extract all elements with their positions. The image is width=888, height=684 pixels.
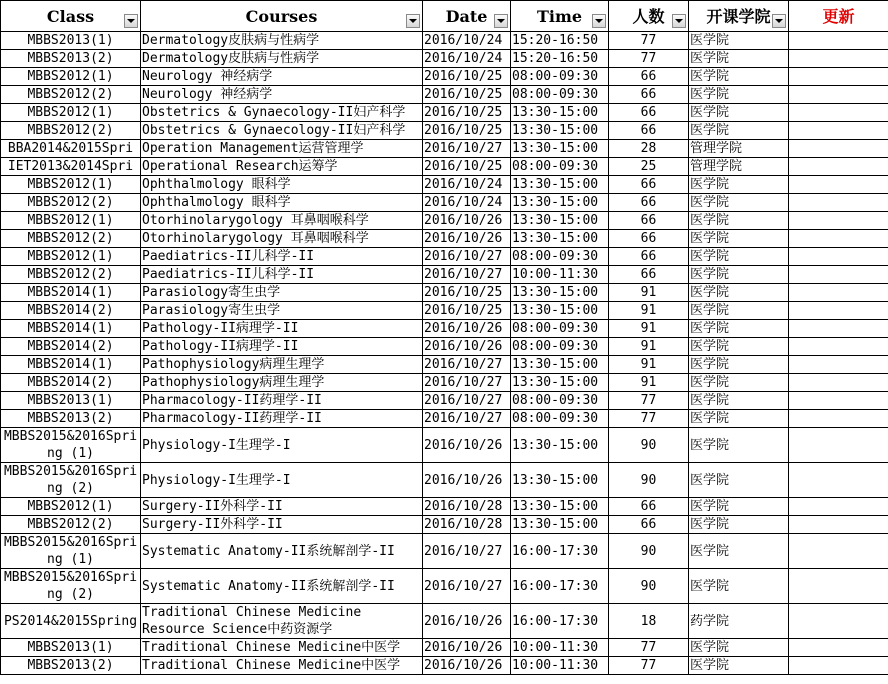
filter-dropdown-icon[interactable]: [124, 14, 138, 28]
cell-time[interactable]: 13:30-15:00: [511, 516, 609, 534]
cell-time[interactable]: 13:30-15:00: [511, 428, 609, 463]
cell-time[interactable]: 08:00-09:30: [511, 320, 609, 338]
cell-date[interactable]: 2016/10/27: [423, 356, 511, 374]
cell-college[interactable]: 医学院: [689, 230, 789, 248]
cell-time[interactable]: 16:00-17:30: [511, 604, 609, 639]
cell-date[interactable]: 2016/10/25: [423, 302, 511, 320]
cell-time[interactable]: 13:30-15:00: [511, 122, 609, 140]
cell-count[interactable]: 66: [609, 86, 689, 104]
cell-time[interactable]: 08:00-09:30: [511, 392, 609, 410]
cell-course[interactable]: Paediatrics-II儿科学-II: [141, 266, 423, 284]
cell-course[interactable]: Traditional Chinese Medicine Resource Science中药资源学: [141, 604, 423, 639]
cell-college[interactable]: 医学院: [689, 104, 789, 122]
cell-class[interactable]: MBBS2014(1): [1, 284, 141, 302]
cell-count[interactable]: 66: [609, 266, 689, 284]
cell-time[interactable]: 15:20-16:50: [511, 50, 609, 68]
cell-college[interactable]: 医学院: [689, 32, 789, 50]
cell-class[interactable]: MBBS2014(2): [1, 302, 141, 320]
table-row: [1, 516, 888, 534]
cell-class[interactable]: MBBS2013(1): [1, 32, 141, 50]
cell-college[interactable]: 医学院: [689, 320, 789, 338]
filter-dropdown-icon[interactable]: [772, 14, 786, 28]
cell-count[interactable]: 66: [609, 498, 689, 516]
cell-college[interactable]: 医学院: [689, 86, 789, 104]
cell-update[interactable]: [789, 194, 888, 212]
cell-count[interactable]: 90: [609, 463, 689, 498]
table-row: [1, 194, 888, 212]
filter-dropdown-icon[interactable]: [494, 14, 508, 28]
cell-college[interactable]: 医学院: [689, 284, 789, 302]
table-row: [1, 639, 888, 657]
header-update-label: 更新: [822, 6, 855, 26]
cell-course[interactable]: Physiology-I生理学-I: [141, 463, 423, 498]
cell-count[interactable]: 25: [609, 158, 689, 176]
cell-time[interactable]: 13:30-15:00: [511, 356, 609, 374]
cell-date[interactable]: 2016/10/27: [423, 410, 511, 428]
cell-count[interactable]: 91: [609, 302, 689, 320]
cell-course[interactable]: Operational Research运筹学: [141, 158, 423, 176]
cell-class[interactable]: MBBS2013(2): [1, 50, 141, 68]
cell-count[interactable]: 77: [609, 392, 689, 410]
cell-update[interactable]: [789, 158, 888, 176]
cell-college[interactable]: 管理学院: [689, 140, 789, 158]
cell-course[interactable]: Pathology-II病理学-II: [141, 338, 423, 356]
cell-date[interactable]: 2016/10/28: [423, 516, 511, 534]
cell-update[interactable]: [789, 302, 888, 320]
table-row: [1, 410, 888, 428]
cell-date[interactable]: 2016/10/25: [423, 284, 511, 302]
table-row: [1, 176, 888, 194]
cell-class[interactable]: MBBS2012(2): [1, 230, 141, 248]
cell-class[interactable]: MBBS2012(1): [1, 176, 141, 194]
cell-update[interactable]: [789, 32, 888, 50]
table-row: [1, 657, 888, 675]
table-row: [1, 338, 888, 356]
cell-date[interactable]: 2016/10/25: [423, 104, 511, 122]
cell-date[interactable]: 2016/10/24: [423, 176, 511, 194]
cell-time[interactable]: 08:00-09:30: [511, 86, 609, 104]
cell-course[interactable]: Obstetrics & Gynaecology-II妇产科学: [141, 122, 423, 140]
cell-time[interactable]: 16:00-17:30: [511, 534, 609, 569]
table-row: [1, 428, 888, 463]
cell-course[interactable]: Surgery-II外科学-II: [141, 498, 423, 516]
cell-date[interactable]: 2016/10/24: [423, 50, 511, 68]
cell-college[interactable]: 药学院: [689, 604, 789, 639]
cell-update[interactable]: [789, 284, 888, 302]
table-row: [1, 302, 888, 320]
cell-course[interactable]: Systematic Anatomy-II系统解剖学-II: [141, 569, 423, 604]
table-row: [1, 104, 888, 122]
cell-update[interactable]: [789, 498, 888, 516]
cell-count[interactable]: 90: [609, 428, 689, 463]
cell-course[interactable]: Ophthalmology 眼科学: [141, 176, 423, 194]
cell-class[interactable]: MBBS2015&2016Spring (1): [1, 428, 141, 463]
cell-course[interactable]: Parasiology寄生虫学: [141, 284, 423, 302]
cell-update[interactable]: [789, 463, 888, 498]
cell-count[interactable]: 66: [609, 68, 689, 86]
cell-college[interactable]: 医学院: [689, 534, 789, 569]
cell-college[interactable]: 医学院: [689, 569, 789, 604]
cell-college[interactable]: 医学院: [689, 516, 789, 534]
cell-date[interactable]: 2016/10/28: [423, 498, 511, 516]
cell-update[interactable]: [789, 230, 888, 248]
cell-time[interactable]: 13:30-15:00: [511, 498, 609, 516]
cell-date[interactable]: 2016/10/26: [423, 604, 511, 639]
cell-class[interactable]: MBBS2012(2): [1, 266, 141, 284]
cell-class[interactable]: MBBS2015&2016Spring (2): [1, 569, 141, 604]
cell-count[interactable]: 66: [609, 230, 689, 248]
cell-class[interactable]: MBBS2012(2): [1, 516, 141, 534]
header-time: [511, 1, 609, 32]
table-row: [1, 122, 888, 140]
cell-class[interactable]: MBBS2014(2): [1, 338, 141, 356]
cell-time[interactable]: 13:30-15:00: [511, 194, 609, 212]
cell-date[interactable]: 2016/10/26: [423, 657, 511, 675]
cell-date[interactable]: 2016/10/26: [423, 428, 511, 463]
cell-update[interactable]: [789, 392, 888, 410]
cell-update[interactable]: [789, 176, 888, 194]
cell-update[interactable]: [789, 266, 888, 284]
table-body: [1, 32, 888, 675]
header-count-label: 人数: [632, 6, 665, 26]
cell-time[interactable]: 10:00-11:30: [511, 639, 609, 657]
cell-update[interactable]: [789, 338, 888, 356]
cell-count[interactable]: 91: [609, 374, 689, 392]
cell-count[interactable]: 91: [609, 320, 689, 338]
cell-course[interactable]: Ophthalmology 眼科学: [141, 194, 423, 212]
table-row: [1, 248, 888, 266]
cell-class[interactable]: MBBS2015&2016Spring (1): [1, 534, 141, 569]
cell-count[interactable]: 77: [609, 639, 689, 657]
cell-course[interactable]: Otorhinolarygology 耳鼻咽喉科学: [141, 230, 423, 248]
cell-count[interactable]: 66: [609, 176, 689, 194]
cell-class[interactable]: MBBS2013(1): [1, 639, 141, 657]
cell-course[interactable]: Systematic Anatomy-II系统解剖学-II: [141, 534, 423, 569]
table-row: [1, 140, 888, 158]
cell-class[interactable]: IET2013&2014Spri: [1, 158, 141, 176]
cell-date[interactable]: 2016/10/27: [423, 266, 511, 284]
cell-update[interactable]: [789, 428, 888, 463]
cell-college[interactable]: 医学院: [689, 266, 789, 284]
table-row: [1, 50, 888, 68]
cell-course[interactable]: Parasiology寄生虫学: [141, 302, 423, 320]
cell-date[interactable]: 2016/10/25: [423, 68, 511, 86]
header-count: [609, 1, 689, 32]
cell-date[interactable]: 2016/10/25: [423, 122, 511, 140]
table-row: [1, 374, 888, 392]
cell-update[interactable]: [789, 657, 888, 675]
cell-class[interactable]: MBBS2014(1): [1, 320, 141, 338]
cell-time[interactable]: 13:30-15:00: [511, 284, 609, 302]
cell-course[interactable]: Surgery-II外科学-II: [141, 516, 423, 534]
cell-time[interactable]: 08:00-09:30: [511, 338, 609, 356]
cell-count[interactable]: 77: [609, 50, 689, 68]
header-class: [1, 1, 141, 32]
cell-date[interactable]: 2016/10/26: [423, 338, 511, 356]
cell-course[interactable]: Traditional Chinese Medicine中医学: [141, 639, 423, 657]
cell-count[interactable]: 66: [609, 212, 689, 230]
header-update: [789, 1, 888, 32]
cell-update[interactable]: [789, 534, 888, 569]
cell-date[interactable]: 2016/10/27: [423, 374, 511, 392]
cell-time[interactable]: 13:30-15:00: [511, 230, 609, 248]
cell-class[interactable]: MBBS2013(1): [1, 392, 141, 410]
cell-update[interactable]: [789, 639, 888, 657]
cell-college[interactable]: 医学院: [689, 68, 789, 86]
cell-course[interactable]: Paediatrics-II儿科学-II: [141, 248, 423, 266]
cell-count[interactable]: 91: [609, 284, 689, 302]
cell-class[interactable]: MBBS2013(2): [1, 410, 141, 428]
cell-course[interactable]: Traditional Chinese Medicine中医学: [141, 657, 423, 675]
cell-count[interactable]: 77: [609, 410, 689, 428]
cell-course[interactable]: Pharmacology-II药理学-II: [141, 392, 423, 410]
table-row: [1, 266, 888, 284]
cell-update[interactable]: [789, 604, 888, 639]
cell-college[interactable]: 医学院: [689, 639, 789, 657]
cell-update[interactable]: [789, 516, 888, 534]
cell-date[interactable]: 2016/10/26: [423, 212, 511, 230]
table-row: [1, 498, 888, 516]
cell-date[interactable]: 2016/10/27: [423, 569, 511, 604]
table-row: [1, 463, 888, 498]
cell-count[interactable]: 66: [609, 516, 689, 534]
cell-college[interactable]: 医学院: [689, 428, 789, 463]
cell-class[interactable]: MBBS2014(1): [1, 356, 141, 374]
cell-time[interactable]: 08:00-09:30: [511, 158, 609, 176]
cell-count[interactable]: 18: [609, 604, 689, 639]
cell-update[interactable]: [789, 104, 888, 122]
cell-update[interactable]: [789, 248, 888, 266]
cell-college[interactable]: 医学院: [689, 212, 789, 230]
cell-count[interactable]: 77: [609, 657, 689, 675]
header-college: [689, 1, 789, 32]
header-courses-label: Courses: [245, 6, 318, 26]
cell-time[interactable]: 16:00-17:30: [511, 569, 609, 604]
cell-course[interactable]: Dermatology皮肤病与性病学: [141, 32, 423, 50]
cell-time[interactable]: 08:00-09:30: [511, 248, 609, 266]
cell-college[interactable]: 医学院: [689, 374, 789, 392]
cell-college[interactable]: 医学院: [689, 50, 789, 68]
table-row: [1, 392, 888, 410]
table-row: [1, 604, 888, 639]
cell-count[interactable]: 91: [609, 338, 689, 356]
cell-college[interactable]: 医学院: [689, 657, 789, 675]
cell-time[interactable]: 10:00-11:30: [511, 657, 609, 675]
cell-college[interactable]: 医学院: [689, 498, 789, 516]
cell-time[interactable]: 08:00-09:30: [511, 68, 609, 86]
cell-update[interactable]: [789, 122, 888, 140]
cell-college[interactable]: 管理学院: [689, 158, 789, 176]
cell-course[interactable]: Dermatology皮肤病与性病学: [141, 50, 423, 68]
cell-course[interactable]: Physiology-I生理学-I: [141, 428, 423, 463]
cell-class[interactable]: MBBS2014(2): [1, 374, 141, 392]
cell-update[interactable]: [789, 410, 888, 428]
cell-class[interactable]: MBBS2012(2): [1, 194, 141, 212]
cell-time[interactable]: 13:30-15:00: [511, 176, 609, 194]
cell-date[interactable]: 2016/10/26: [423, 230, 511, 248]
cell-time[interactable]: 08:00-09:30: [511, 410, 609, 428]
cell-course[interactable]: Pathophysiology病理生理学: [141, 356, 423, 374]
cell-date[interactable]: 2016/10/27: [423, 248, 511, 266]
cell-time[interactable]: 13:30-15:00: [511, 374, 609, 392]
cell-update[interactable]: [789, 569, 888, 604]
cell-college[interactable]: 医学院: [689, 194, 789, 212]
cell-update[interactable]: [789, 356, 888, 374]
cell-count[interactable]: 90: [609, 569, 689, 604]
cell-date[interactable]: 2016/10/26: [423, 463, 511, 498]
cell-update[interactable]: [789, 50, 888, 68]
cell-update[interactable]: [789, 86, 888, 104]
cell-date[interactable]: 2016/10/24: [423, 32, 511, 50]
cell-college[interactable]: 医学院: [689, 338, 789, 356]
cell-time[interactable]: 13:30-15:00: [511, 140, 609, 158]
cell-count[interactable]: 66: [609, 104, 689, 122]
table-row: [1, 68, 888, 86]
header-time-label: Time: [536, 6, 583, 26]
cell-class[interactable]: MBBS2012(1): [1, 498, 141, 516]
cell-date[interactable]: 2016/10/27: [423, 392, 511, 410]
filter-dropdown-icon[interactable]: [406, 14, 420, 28]
header-date-label: Date: [445, 6, 488, 26]
cell-college[interactable]: 医学院: [689, 248, 789, 266]
table-row: [1, 569, 888, 604]
cell-course[interactable]: Otorhinolarygology 耳鼻咽喉科学: [141, 212, 423, 230]
table-row: [1, 356, 888, 374]
cell-update[interactable]: [789, 212, 888, 230]
cell-date[interactable]: 2016/10/27: [423, 140, 511, 158]
cell-count[interactable]: 77: [609, 32, 689, 50]
cell-update[interactable]: [789, 68, 888, 86]
cell-college[interactable]: 医学院: [689, 122, 789, 140]
cell-class[interactable]: MBBS2012(2): [1, 86, 141, 104]
cell-date[interactable]: 2016/10/25: [423, 158, 511, 176]
cell-college[interactable]: 医学院: [689, 302, 789, 320]
header-college-label: 开课学院: [706, 6, 771, 26]
filter-dropdown-icon[interactable]: [672, 14, 686, 28]
table-row: [1, 284, 888, 302]
cell-date[interactable]: 2016/10/27: [423, 534, 511, 569]
cell-time[interactable]: 15:20-16:50: [511, 32, 609, 50]
cell-count[interactable]: 66: [609, 248, 689, 266]
cell-update[interactable]: [789, 320, 888, 338]
cell-time[interactable]: 13:30-15:00: [511, 212, 609, 230]
cell-count[interactable]: 66: [609, 122, 689, 140]
cell-course[interactable]: Operation Management运营管理学: [141, 140, 423, 158]
cell-college[interactable]: 医学院: [689, 392, 789, 410]
cell-date[interactable]: 2016/10/26: [423, 320, 511, 338]
filter-dropdown-icon[interactable]: [592, 14, 606, 28]
header-row: [1, 1, 888, 32]
cell-class[interactable]: MBBS2015&2016Spring (2): [1, 463, 141, 498]
cell-course[interactable]: Neurology 神经病学: [141, 86, 423, 104]
cell-class[interactable]: MBBS2012(1): [1, 212, 141, 230]
cell-count[interactable]: 66: [609, 194, 689, 212]
cell-course[interactable]: Obstetrics & Gynaecology-II妇产科学: [141, 104, 423, 122]
cell-class[interactable]: PS2014&2015Spring: [1, 604, 141, 639]
cell-course[interactable]: Neurology 神经病学: [141, 68, 423, 86]
cell-class[interactable]: MBBS2012(1): [1, 68, 141, 86]
cell-count[interactable]: 91: [609, 356, 689, 374]
cell-course[interactable]: Pathology-II病理学-II: [141, 320, 423, 338]
table-row: [1, 86, 888, 104]
header-courses: [141, 1, 423, 32]
table-row: [1, 158, 888, 176]
cell-update[interactable]: [789, 374, 888, 392]
header-class-label: Class: [46, 6, 95, 26]
cell-time[interactable]: 13:30-15:00: [511, 302, 609, 320]
cell-class[interactable]: MBBS2012(1): [1, 248, 141, 266]
header-date: [423, 1, 511, 32]
cell-time[interactable]: 13:30-15:00: [511, 104, 609, 122]
cell-class[interactable]: MBBS2012(1): [1, 104, 141, 122]
cell-class[interactable]: MBBS2013(2): [1, 657, 141, 675]
cell-college[interactable]: 医学院: [689, 176, 789, 194]
cell-college[interactable]: 医学院: [689, 356, 789, 374]
table-row: [1, 32, 888, 50]
cell-date[interactable]: 2016/10/25: [423, 86, 511, 104]
cell-class[interactable]: MBBS2012(2): [1, 122, 141, 140]
cell-time[interactable]: 13:30-15:00: [511, 463, 609, 498]
cell-college[interactable]: 医学院: [689, 463, 789, 498]
table-row: [1, 212, 888, 230]
table-row: [1, 230, 888, 248]
cell-course[interactable]: Pharmacology-II药理学-II: [141, 410, 423, 428]
table-row: [1, 534, 888, 569]
table-row: [1, 320, 888, 338]
cell-course[interactable]: Pathophysiology病理生理学: [141, 374, 423, 392]
cell-class[interactable]: BBA2014&2015Spri: [1, 140, 141, 158]
cell-count[interactable]: 28: [609, 140, 689, 158]
cell-update[interactable]: [789, 140, 888, 158]
cell-time[interactable]: 10:00-11:30: [511, 266, 609, 284]
cell-date[interactable]: 2016/10/26: [423, 639, 511, 657]
cell-date[interactable]: 2016/10/24: [423, 194, 511, 212]
cell-college[interactable]: 医学院: [689, 410, 789, 428]
cell-count[interactable]: 90: [609, 534, 689, 569]
